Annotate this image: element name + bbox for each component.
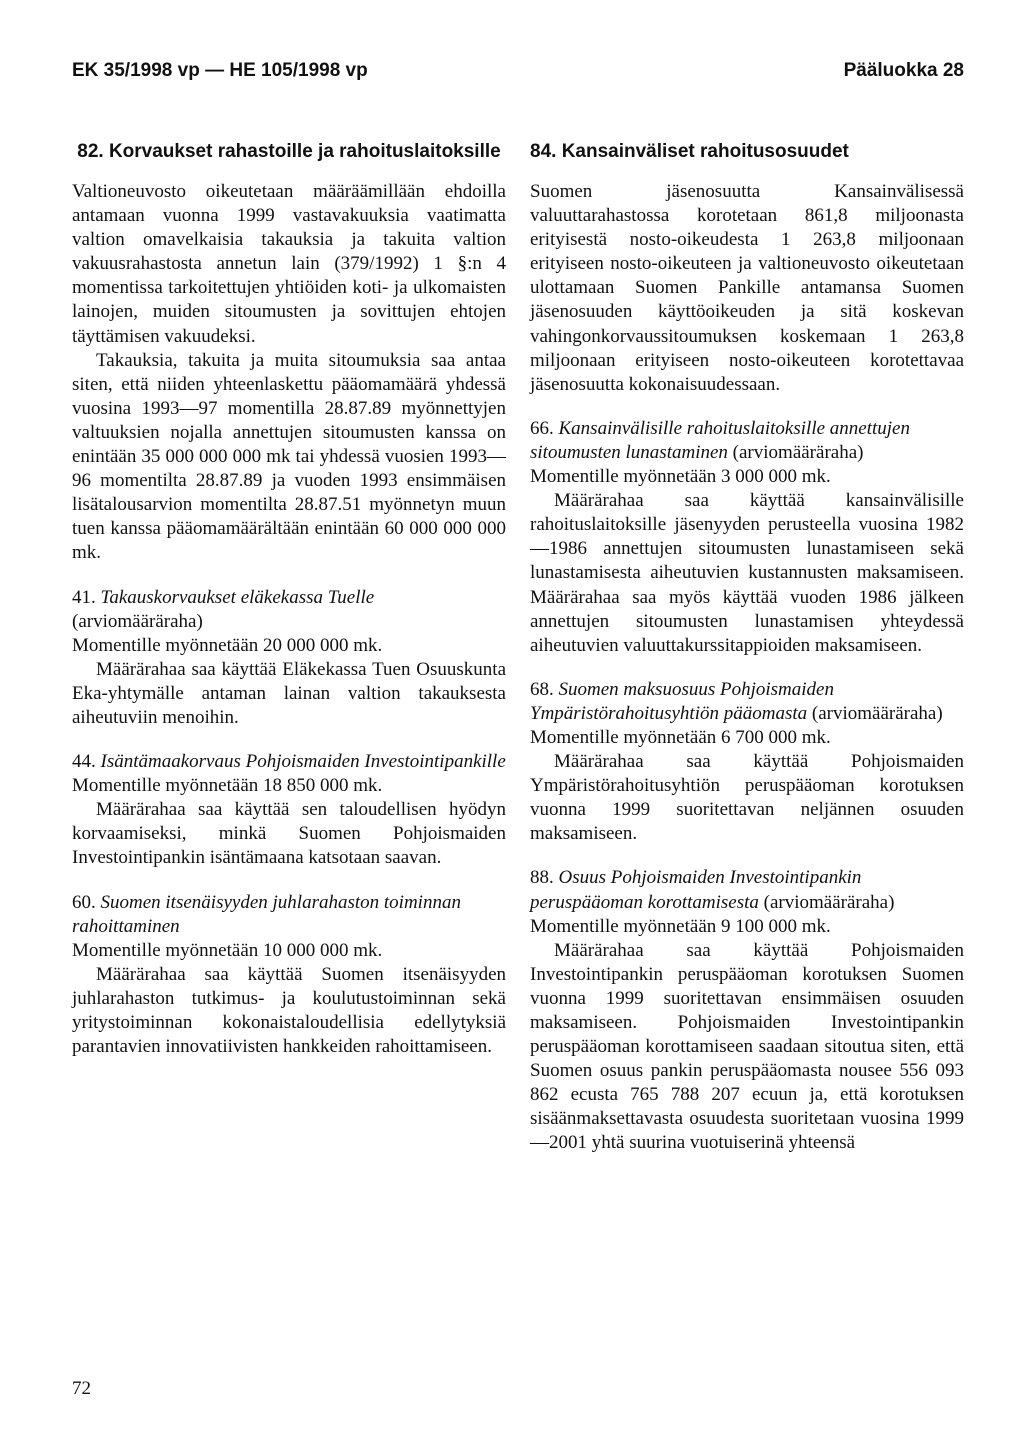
intro-paragraph: Valtioneuvosto oikeutetaan määräämillään ehdoilla antamaan vuonna 1999 vastavakuuksia vaatimatta valtion omavelkaisia takauksia ja takuita valtion vakuusrahastosta annetun lain (379/1992) 1 §:n 4 momentissa tarkoitettujen yhtiöiden koti- ja ulkomaisten lainojen, muiden sitoumusten ja sovittujen ehtojen täyttämisen vakuudeksi.: [72, 181, 506, 347]
item-type: (arviomääräraha): [763, 891, 895, 913]
item-name: Osuus Pohjoismaiden Investointipankin peruspääoman korottamisesta: [530, 867, 862, 913]
item-type: (arviomääräraha): [72, 610, 203, 632]
item-title: [530, 678, 964, 726]
item-title: [72, 891, 506, 939]
section-heading-84: 84. Kansainväliset rahoitusosuudet: [530, 141, 849, 162]
item-number: 68.: [530, 678, 554, 700]
intro-paragraph: Suomen jäsenosuutta Kansainvälisessä valuuttarahastossa korotetaan 861,8 miljoonasta erityisestä nosto-oikeudesta 1 263,8 miljoonaan erityiseen nosto-oikeuteen ja valtioneuvosto oikeutetaan ulottamaan Suomen Pankille antamansa Suomen jäsenosuuden käyttöoikeuden ja sitä koskevan vahingonkorvaussitoumuksen koskemaan 1 263,8 miljoonaan erityiseen nosto-oikeuteen korotettavaa jäsenosuutta kokonaisuudessaan.: [530, 181, 964, 395]
document-reference: EK 35/1998 vp — HE 105/1998 vp: [72, 60, 368, 81]
item-title: [530, 417, 964, 465]
budget-item-88: [530, 866, 964, 1155]
page-number: 72: [72, 1378, 91, 1399]
item-title: [72, 586, 506, 634]
item-type: (arviomääräraha): [732, 441, 864, 463]
item-name: Takauskorvaukset eläkekassa Tuelle: [100, 586, 375, 608]
item-number: 44.: [72, 751, 96, 773]
left-column: [72, 140, 506, 1059]
main-class-label: Pääluokka 28: [843, 60, 964, 81]
item-amount: Momentille myönnetään 20 000 000 mk.: [72, 634, 383, 656]
item-text: Määrärahaa saa käyttää Pohjoismaiden Investointipankin peruspääoman korotuksen Suomen vuonna 1999 suoritettavan ensimmäisen osuuden maksamiseen. Pohjoismaiden Investointipankin peruspääoman korottamiseen saadaan sitoutua siten, että Suomen osuus pankin peruspääomasta nousee 556 093 862 ecusta 765 788 207 ecuun ja, että korotuksen sisäänmaksettavasta osuudesta suoritetaan vuosina 1999—2001 yhtä suurina vuotuiserinä yhteensä: [530, 939, 964, 1154]
item-text: Määrärahaa saa käyttää Suomen itsenäisyyden juhlarahaston tutkimus- ja koulutustoiminnan sekä yritystoiminnan kokonaistaloudellisia edellytyksiä parantavien innovatiivisten hankkeiden rahoittamiseen.: [72, 963, 506, 1058]
item-title: [72, 750, 506, 774]
item-number: 66.: [530, 417, 554, 439]
intro-paragraph: Takauksia, takuita ja muita sitoumuksia saa antaa siten, että niiden yhteenlaskettu pääomamäärä yhdessä vuosina 1993—97 momentilla 28.87.89 myönnettyjen valtuuksien nojalla annettujen sitoumusten kanssa on enintään 35 000 000 000 mk tai yhdessä vuosien 1993—96 momentilta 28.87.89 ja vuoden 1993 ensimmäisen lisätalousarvion momentilta 28.87.51 myönnetyn muun tuen kanssa pääomamäärältään enintään 60 000 000 000 mk.: [72, 349, 506, 564]
item-text: Määrärahaa saa käyttää kansainvälisille rahoituslaitoksille jäsenyyden perusteella vuosina 1982—1986 annettujen sitoumusten lunastamiseen sekä lunastamisesta aiheutuvien kustannusten maksamiseen. Määrärahaa saa myös käyttää vuoden 1986 jälkeen annettujen sitoumusten lunastamisen yhteydessä aiheutuvien valuuttakurssitappioiden maksamiseen.: [530, 490, 964, 656]
budget-item-44: [72, 750, 506, 870]
item-text: Määrärahaa saa käyttää Pohjoismaiden Ympäristörahoitusyhtiön peruspääoman korotuksen vuonna 1999 suoritettavan neljännen osuuden maksamiseen.: [530, 751, 964, 845]
budget-item-68: [530, 678, 964, 847]
item-number: 60.: [72, 891, 96, 913]
budget-item-66: [530, 417, 964, 658]
item-name: Kansainvälisille rahoituslaitoksille annettujen sitoumusten lunastaminen: [530, 417, 910, 463]
item-amount: Momentille myönnetään 9 100 000 mk.: [530, 915, 831, 937]
section-heading-82: 82. Korvaukset rahastoille ja rahoituslaitoksille: [77, 141, 501, 162]
item-amount: Momentille myönnetään 6 700 000 mk.: [530, 726, 831, 748]
item-amount: Momentille myönnetään 3 000 000 mk.: [530, 466, 831, 488]
item-text: Määrärahaa saa käyttää Eläkekassa Tuen Osuuskunta Eka-yhtymälle antaman lainan valtion takauksesta aiheutuviin menoihin.: [72, 658, 506, 728]
budget-item-60: [72, 891, 506, 1060]
item-text: Määrärahaa saa käyttää sen taloudellisen hyödyn korvaamiseksi, minkä Suomen Pohjoismaiden Investointipankin isäntämaana katsotaan saavan.: [72, 799, 506, 869]
item-name: Suomen itsenäisyyden juhlarahaston toiminnan rahoittaminen: [72, 891, 461, 937]
item-title: [530, 866, 964, 914]
item-amount: Momentille myönnetään 18 850 000 mk.: [72, 775, 383, 797]
item-type: (arviomääräraha): [811, 702, 943, 724]
item-amount: Momentille myönnetään 10 000 000 mk.: [72, 939, 383, 961]
budget-item-41: [72, 586, 506, 731]
item-name: Isäntämaakorvaus Pohjoismaiden Investointipankille: [100, 751, 506, 773]
item-number: 41.: [72, 586, 96, 608]
right-column: [530, 140, 964, 1156]
item-number: 88.: [530, 867, 554, 889]
item-name: Suomen maksuosuus Pohjoismaiden Ympäristörahoitusyhtiön pääomasta: [530, 678, 834, 724]
